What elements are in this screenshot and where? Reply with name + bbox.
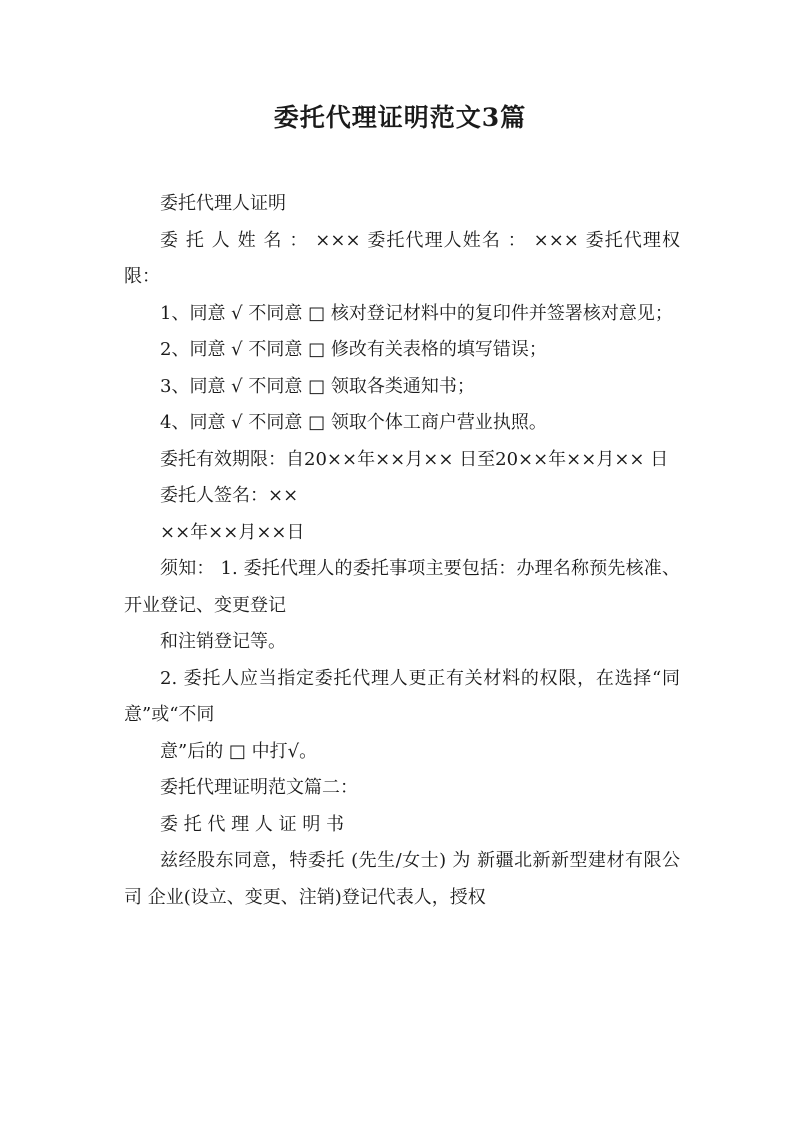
paragraph-notice-1: 须知： 1. 委托代理人的委托事项主要包括：办理名称预先核准、开业登记、变更登记 xyxy=(124,558,680,616)
paragraph-names: 委 托 人 姓 名 ： ××× 委托代理人姓名 ： ××× 委托代理权限： xyxy=(124,229,680,287)
document-body xyxy=(124,186,680,916)
paragraph-permission-2: 2、同意 √ 不同意 □ 修改有关表格的填写错误； xyxy=(160,339,547,360)
paragraph-section-two: 委托代理证明范文篇二： xyxy=(160,777,358,798)
paragraph-permission-1: 1、同意 √ 不同意 □ 核对登记材料中的复印件并签署核对意见； xyxy=(160,302,673,324)
paragraph-date: ××年××月××日 xyxy=(160,521,305,543)
paragraph-permission-4: 4、同意 √ 不同意 □ 领取个体工商户营业执照。 xyxy=(160,412,547,433)
paragraph-validity: 委托有效期限：自20××年××月×× 日至20××年××月×× 日 xyxy=(160,448,669,470)
paragraph-notice-2-cont: 意”后的 □ 中打√。 xyxy=(160,740,318,762)
paragraph-signature: 委托人签名：×× xyxy=(160,485,299,506)
document-title: 委托代理证明范文3篇 xyxy=(273,103,527,132)
paragraph-authorization: 兹经股东同意，特委托 (先生/女士) 为 新疆北新新型建材有限公司 企业(设立、变更、注销)登记代表人，授权 xyxy=(124,850,680,908)
paragraph-certificate-title: 委 托 代 理 人 证 明 书 xyxy=(160,813,345,835)
paragraph-notice-1-cont: 和注销登记等。 xyxy=(160,631,286,652)
paragraph-permission-3: 3、同意 √ 不同意 □ 领取各类通知书； xyxy=(160,375,475,397)
paragraph-notice-2: 2. 委托人应当指定委托代理人更正有关材料的权限，在选择“同意”或“不同 xyxy=(124,667,680,725)
paragraph-heading: 委托代理人证明 xyxy=(160,193,286,214)
